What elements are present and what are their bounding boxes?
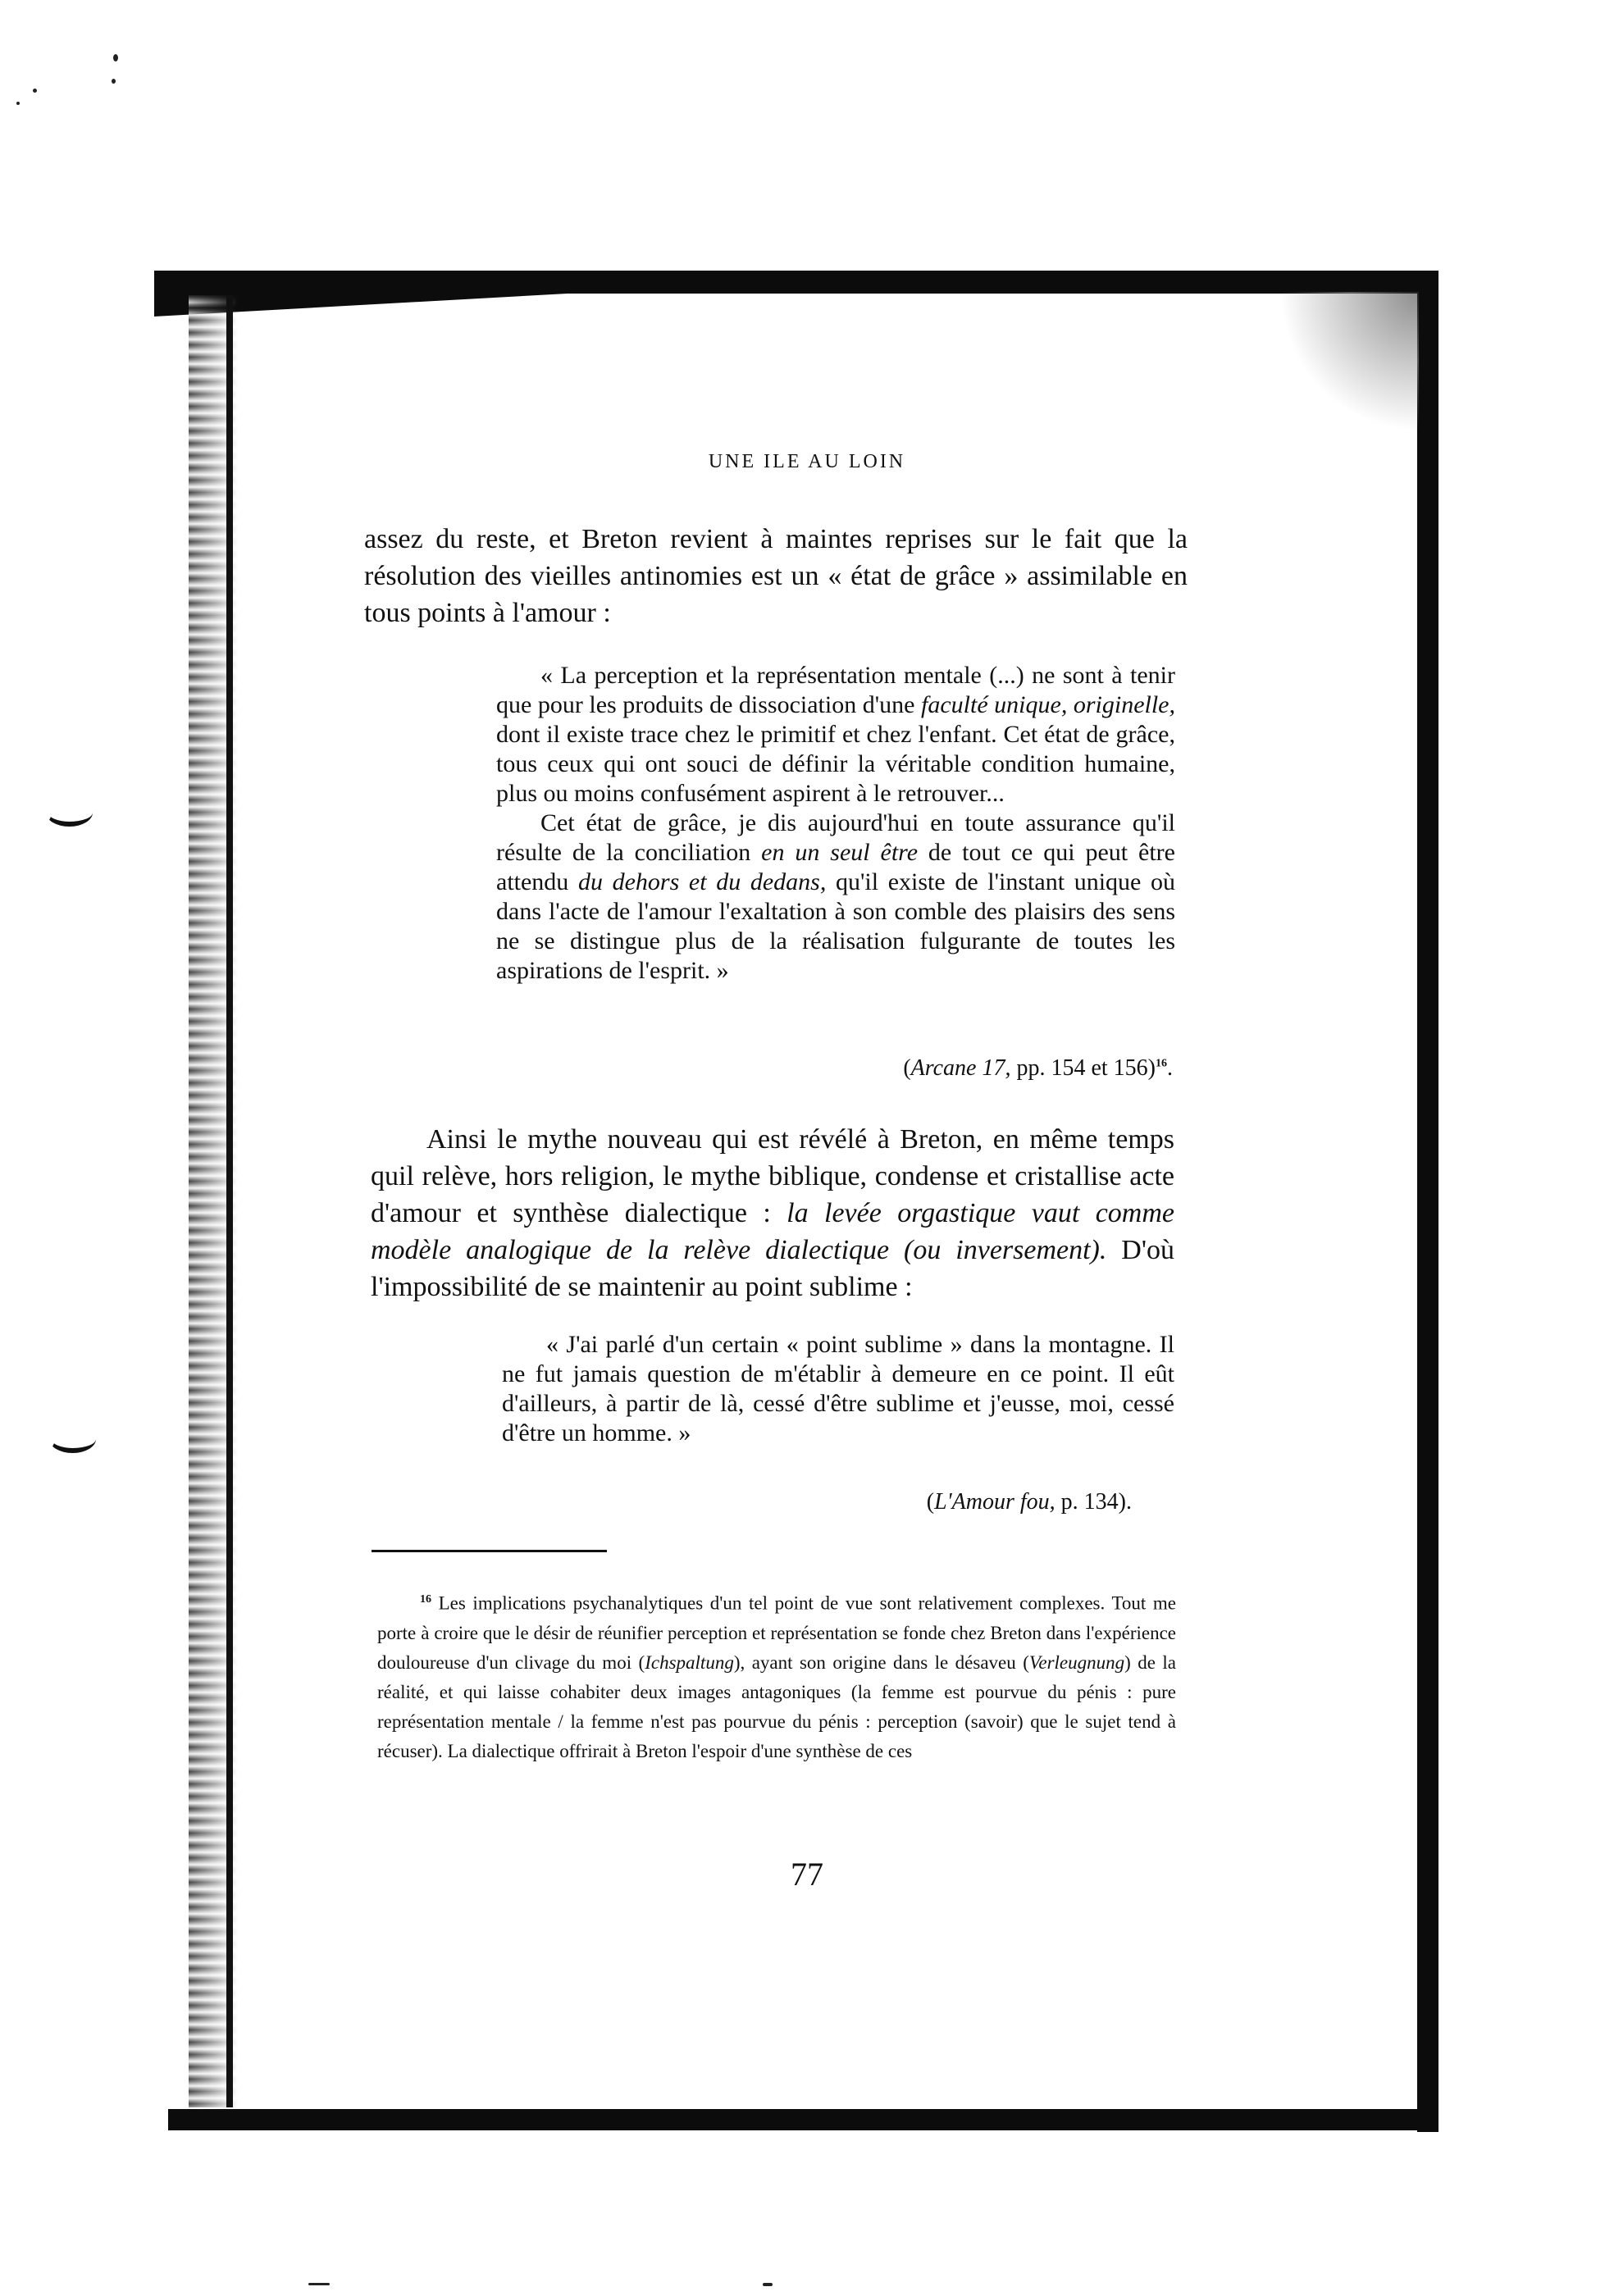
scan-speck <box>16 102 20 105</box>
body-paragraph: Ainsi le mythe nouveau qui est révélé à Breton, en même temps quil relève, hors religion, le mythe biblique, condense et cristallise acte d'amour et synthèse dialectique : la levée orgastique vaut comme modèle analogique de la relève dialectique (ou inversement). D'où l'impossibilité de se maintenir au point sublime : <box>371 1124 1174 1302</box>
quote-citation: (L'Amour fou, p. 134). <box>926 1489 1132 1515</box>
quote-paragraph: Cet état de grâce, je dis aujourd'hui en toute assurance qu'il résulte de la conciliation en un seul être de tout ce qui peut être attendu du dehors et du dedans, qu'il existe de l'instant unique où dans l'acte de l'amour l'exaltation à son comble des plaisirs des sens ne se distingue plus de la réalisation fulgurante de toutes les aspirations de l'esprit. » <box>496 809 1175 984</box>
footnote-reference: 16 <box>1156 1057 1167 1070</box>
running-head: UNE ILE AU LOIN <box>708 451 906 472</box>
scan-speck <box>308 2283 330 2285</box>
scan-speck <box>113 54 118 61</box>
margin-mark <box>46 799 93 827</box>
page-frame-top <box>154 271 1438 294</box>
body-paragraph: assez du reste, et Breton revient à maintes reprises sur le fait que la résolution des vieilles antinomies est un « état de grâce » assimilable en tous points à l'amour : <box>364 524 1188 628</box>
scan-speck <box>112 79 116 84</box>
page-frame-right <box>1417 271 1438 2132</box>
block-quote <box>502 1330 1174 1448</box>
margin-mark <box>49 1425 96 1453</box>
footnote-number: 16 <box>420 1593 431 1606</box>
quote-paragraph: « La perception et la représentation mentale (...) ne sont à tenir que pour les produits de dissociation d'une faculté unique, originelle, dont il existe trace chez le primitif et chez l'enfant. Cet état de grâce, tous ceux qui ont souci de définir la véritable condition humaine, plus ou moins confusément aspirent à le retrouver... <box>496 662 1175 807</box>
page-frame-bottom <box>168 2109 1438 2130</box>
footnote: $^{16}$ Les implications psychanalytiques d'un tel point de vue sont relativement complexes. Tout me porte à croire que le désir de réunifier perception et représentation se fonde chez Breton dans l'expérience douloureuse d'un clivage du moi (Ichspaltung), ayant son origine dans le désaveu (Verleugnung) de la réalité, et qui laisse cohabiter deux images antagoniques (la femme est pourvue du pénis : pure représentation mentale / la femme n'est pas pourvue du pénis : perception (savoir) que le sujet tend à récuser). La dialectique offrirait à Breton l'espoir d'une synthèse de ces <box>377 1592 1177 1761</box>
page-number: 77 <box>791 1856 823 1893</box>
quote-citation: (Arcane 17, pp. 154 et 156)$^{16}$. <box>903 1055 1173 1081</box>
scan-noise-corner <box>1279 292 1419 431</box>
footnote-rule <box>372 1550 607 1552</box>
scan-speck <box>763 2283 773 2286</box>
block-quote <box>496 661 1175 986</box>
quote-paragraph: « J'ai parlé d'un certain « point sublime » dans la montagne. Il ne fut jamais question de m'établir à demeure en ce point. Il eût d'ailleurs, à partir de là, cessé d'être sublime et j'eusse, moi, cessé d'être un homme. » <box>502 1331 1174 1446</box>
page-frame-left <box>226 295 233 2107</box>
scan-speck <box>33 89 37 93</box>
